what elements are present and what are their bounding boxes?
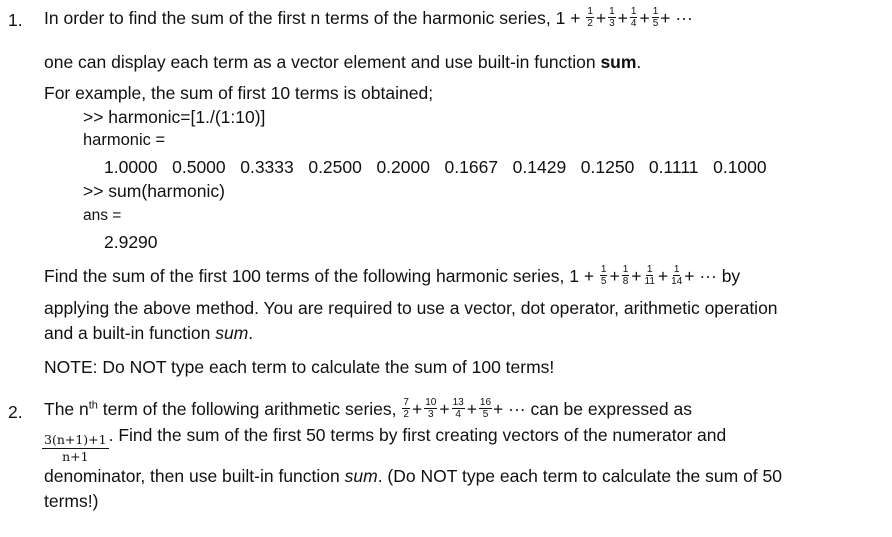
problem-2-line-3: denominator, then use built-in function sum. (Do NOT type each term to calculate the sum of 50 (44, 466, 782, 486)
code-output-values: 1.0000 0.5000 0.3333 0.2500 0.2000 0.1667 0.1429 0.1250 0.1111 0.1000 (104, 157, 767, 177)
series-ellipsis: + ··· (660, 8, 693, 29)
code-output-label-1: harmonic = (83, 131, 166, 149)
series-term-4: $\frac{1}{5}$ (652, 6, 659, 29)
problem-1-intro-line: In order to find the sum of the first n terms of the harmonic series, 1 + $\frac{1}{2}$ + $\frac{1}{3}$ + $\frac{1}{4}$ + $\frac{1}{5}$ + ··· (44, 6, 693, 29)
series-term-3: $\frac{1}{4}$ (630, 6, 637, 29)
task-line-1: Find the sum of the first 100 terms of the following harmonic series, 1 + $\frac{1}{5}$ + $\frac{1}{8}$ + $\frac{1}{11}$ + $\frac{1}{14}$ + ··· by (44, 264, 741, 287)
sum-keyword: sum (600, 52, 637, 72)
example-text: For example, the sum of first 10 terms is obtained; (44, 83, 434, 103)
arith-term-3: $\frac{13}{4}$ (452, 397, 464, 420)
arith-term-2: $\frac{10}{3}$ (425, 397, 437, 420)
task-term-1: $\frac{1}{5}$ (600, 264, 607, 287)
code-command-1: >> harmonic=[1./(1:10)] (83, 107, 266, 127)
task-line-2: applying the above method. You are required to use a vector, dot operator, arithmetic operation (44, 298, 778, 318)
task-term-3: $\frac{1}{11}$ (644, 264, 655, 287)
problem-2-number: 2. (8, 402, 23, 422)
problem-2-line-4: terms!) (44, 491, 99, 511)
general-term-formula: $\frac{3(n+1)+1}{n+1}$ (44, 432, 107, 464)
arith-term-1: $\frac{7}{2}$ (403, 397, 409, 420)
task-term-4: $\frac{1}{14}$ (671, 264, 683, 287)
task-line-3: and a built-in function sum. (44, 323, 254, 343)
code-output-value: 2.9290 (104, 232, 158, 252)
note-text: NOTE: Do NOT type each term to calculate the sum of 100 terms! (44, 357, 555, 377)
code-command-2: >> sum(harmonic) (83, 181, 225, 201)
arith-term-4: $\frac{16}{5}$ (479, 397, 492, 420)
problem-1-line-2: one can display each term as a vector element and use built-in function sum. (44, 52, 642, 72)
code-output-label-2: ans = (83, 207, 122, 224)
series-term-2: $\frac{1}{3}$ (609, 6, 615, 29)
sum-italic: sum (215, 323, 249, 343)
problem-2-line-2: $\frac{3(n+1)+1}{n+1}$ . Find the sum of the first 50 terms by first creating vectors of the numerator and (44, 425, 727, 464)
series-term-1: $\frac{1}{2}$ (587, 6, 593, 29)
problem-2-intro-line: The $n^{th}$ term of the following arithmetic series, $\frac{7}{2}$ + $\frac{10}{3}$ + $\frac{13}{4}$ + $\frac{16}{5}$ + ··· can be expressed as (44, 397, 692, 420)
task-term-2: $\frac{1}{8}$ (622, 264, 629, 287)
problem-1-number: 1. (8, 10, 23, 30)
problem-1-intro-text: In order to find the sum of the first n terms of the harmonic series, 1 + (44, 8, 581, 29)
